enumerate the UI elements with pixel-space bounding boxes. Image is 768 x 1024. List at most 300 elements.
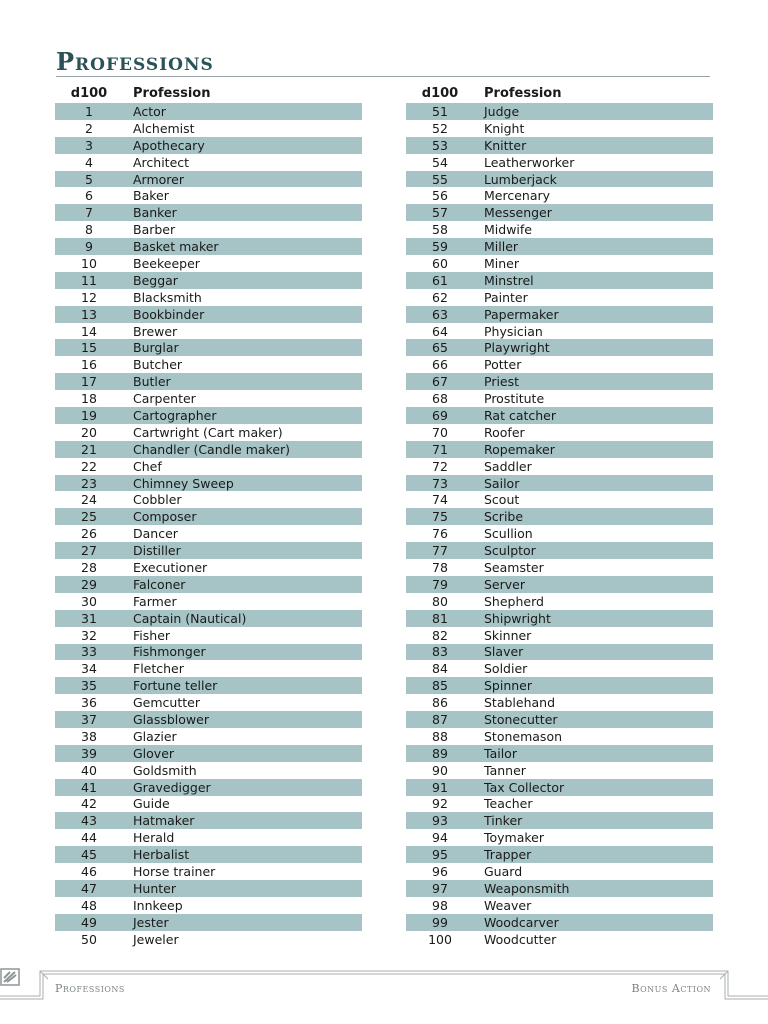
profession-name: Hunter xyxy=(133,880,176,896)
roll-number: 49 xyxy=(81,914,97,930)
roll-number: 24 xyxy=(81,492,97,508)
table-row xyxy=(406,323,713,340)
table-row xyxy=(406,204,713,221)
roll-number: 43 xyxy=(81,813,97,829)
profession-name: Fortune teller xyxy=(133,678,218,694)
table-row xyxy=(55,475,362,492)
roll-number: 30 xyxy=(81,593,97,609)
profession-name: Sculptor xyxy=(484,543,536,559)
roll-number: 55 xyxy=(432,171,448,187)
profession-name: Bookbinder xyxy=(133,306,205,322)
table-row xyxy=(55,390,362,407)
roll-number: 11 xyxy=(81,272,97,288)
profession-name: Woodcarver xyxy=(484,914,559,930)
roll-number: 28 xyxy=(81,559,97,575)
table-row xyxy=(406,745,713,762)
profession-name: Actor xyxy=(133,103,166,119)
profession-name: Shepherd xyxy=(484,593,544,609)
profession-name: Executioner xyxy=(133,559,208,575)
profession-name: Carpenter xyxy=(133,391,196,407)
profession-name: Glassblower xyxy=(133,712,209,727)
table-row xyxy=(406,272,713,289)
roll-number: 67 xyxy=(432,374,448,390)
profession-name: Architect xyxy=(133,154,190,170)
roll-number: 90 xyxy=(432,762,448,778)
table-row xyxy=(55,931,362,948)
profession-name: Cartographer xyxy=(133,407,217,423)
profession-name: Mercenary xyxy=(484,188,551,204)
roll-number: 48 xyxy=(81,897,97,913)
roll-number: 4 xyxy=(85,154,93,170)
roll-number: 12 xyxy=(81,289,97,305)
table-row xyxy=(55,846,362,863)
table-row xyxy=(406,660,713,677)
roll-number: 88 xyxy=(432,728,448,744)
profession-name: Guide xyxy=(133,796,170,812)
roll-number: 52 xyxy=(432,120,448,136)
table-row xyxy=(55,508,362,525)
profession-name: Rat catcher xyxy=(484,407,557,423)
header-profession: Profession xyxy=(484,86,562,101)
profession-table-left xyxy=(55,84,362,948)
table-row xyxy=(406,289,713,306)
roll-number: 21 xyxy=(81,441,97,457)
roll-number: 25 xyxy=(81,509,97,525)
table-row xyxy=(406,238,713,255)
profession-name: Priest xyxy=(484,374,520,390)
table-row xyxy=(406,762,713,779)
roll-number: 75 xyxy=(432,509,448,525)
roll-number: 10 xyxy=(81,255,97,271)
profession-name: Scout xyxy=(484,492,520,508)
roll-number: 17 xyxy=(81,374,97,390)
roll-number: 86 xyxy=(432,695,448,711)
roll-number: 27 xyxy=(81,543,97,559)
roll-number: 96 xyxy=(432,864,448,880)
profession-name: Guard xyxy=(484,864,523,880)
roll-number: 35 xyxy=(81,678,97,694)
roll-number: 82 xyxy=(432,627,448,643)
roll-number: 93 xyxy=(432,813,448,829)
table-row xyxy=(406,373,713,390)
roll-number: 94 xyxy=(432,830,448,846)
roll-number: 54 xyxy=(432,154,448,170)
roll-number: 22 xyxy=(81,458,97,474)
profession-name: Messenger xyxy=(484,205,552,221)
profession-name: Barber xyxy=(133,222,176,238)
roll-number: 68 xyxy=(432,391,448,407)
roll-number: 77 xyxy=(432,543,448,559)
profession-name: Potter xyxy=(484,357,522,373)
table-row xyxy=(55,812,362,829)
table-row xyxy=(55,272,362,289)
profession-name: Chandler (Candle maker) xyxy=(133,441,291,457)
profession-name: Cobbler xyxy=(133,492,182,508)
page-title: Professions xyxy=(56,47,214,76)
profession-name: Herbalist xyxy=(133,847,190,863)
profession-name: Butcher xyxy=(133,357,183,373)
table-row xyxy=(406,931,713,948)
profession-name: Weaponsmith xyxy=(484,880,570,896)
table-row xyxy=(406,559,713,576)
profession-name: Prostitute xyxy=(484,391,545,407)
roll-number: 65 xyxy=(432,340,448,356)
profession-name: Stablehand xyxy=(484,695,556,711)
roll-number: 41 xyxy=(81,779,97,795)
profession-name: Hatmaker xyxy=(133,813,195,829)
roll-number: 97 xyxy=(432,880,448,896)
table-row xyxy=(406,644,713,661)
footer-section-label: Professions xyxy=(55,982,125,995)
profession-name: Playwright xyxy=(484,340,550,356)
roll-number: 33 xyxy=(81,644,97,660)
roll-number: 29 xyxy=(81,576,97,592)
roll-number: 34 xyxy=(81,661,97,677)
roll-number: 83 xyxy=(432,644,448,660)
profession-name: Tax Collector xyxy=(484,779,565,795)
roll-number: 84 xyxy=(432,661,448,677)
profession-name: Spinner xyxy=(484,678,533,694)
profession-name: Lumberjack xyxy=(484,171,557,187)
profession-name: Toymaker xyxy=(484,830,545,846)
roll-number: 5 xyxy=(85,171,93,187)
table-row xyxy=(55,525,362,542)
roll-number: 51 xyxy=(432,103,448,119)
roll-number: 74 xyxy=(432,492,448,508)
profession-name: Glover xyxy=(133,745,175,761)
profession-name: Baker xyxy=(133,188,169,204)
roll-number: 71 xyxy=(432,441,448,457)
table-row xyxy=(55,610,362,627)
profession-name: Saddler xyxy=(484,458,532,474)
table-row xyxy=(55,576,362,593)
roll-number: 40 xyxy=(81,762,97,778)
profession-name: Stonecutter xyxy=(484,712,558,727)
profession-name: Distiller xyxy=(133,543,181,559)
profession-name: Herald xyxy=(133,830,175,846)
roll-number: 80 xyxy=(432,593,448,609)
roll-number: 89 xyxy=(432,745,448,761)
table-row xyxy=(406,356,713,373)
profession-name: Cartwright (Cart maker) xyxy=(133,424,283,440)
roll-number: 98 xyxy=(432,897,448,913)
table-row xyxy=(406,542,713,559)
table-header xyxy=(406,84,713,103)
profession-name: Armorer xyxy=(133,171,184,187)
table-row xyxy=(406,593,713,610)
roll-number: 91 xyxy=(432,779,448,795)
table-row xyxy=(55,863,362,880)
table-row xyxy=(406,796,713,813)
roll-number: 78 xyxy=(432,559,448,575)
table-row xyxy=(406,576,713,593)
profession-name: Scullion xyxy=(484,526,533,542)
roll-number: 37 xyxy=(81,712,97,727)
profession-name: Weaver xyxy=(484,897,532,913)
profession-name: Sailor xyxy=(484,475,520,491)
footer-border xyxy=(0,968,768,1024)
publisher-logo-icon xyxy=(0,968,20,986)
profession-name: Innkeep xyxy=(133,897,183,913)
profession-name: Tanner xyxy=(484,762,526,778)
profession-name: Falconer xyxy=(133,576,186,592)
roll-number: 100 xyxy=(428,931,452,947)
profession-name: Jester xyxy=(133,914,169,930)
roll-number: 36 xyxy=(81,695,97,711)
profession-name: Jeweler xyxy=(133,931,179,947)
profession-name: Trapper xyxy=(484,847,532,863)
profession-name: Papermaker xyxy=(484,306,559,322)
roll-number: 81 xyxy=(432,610,448,626)
table-row xyxy=(55,897,362,914)
table-row xyxy=(406,221,713,238)
table-row xyxy=(55,711,362,728)
profession-name: Horse trainer xyxy=(133,864,216,880)
profession-name: Tailor xyxy=(484,745,517,761)
profession-name: Physician xyxy=(484,323,543,339)
table-row xyxy=(406,846,713,863)
roll-number: 59 xyxy=(432,239,448,255)
table-row xyxy=(406,711,713,728)
roll-number: 7 xyxy=(85,205,93,221)
roll-number: 13 xyxy=(81,306,97,322)
profession-name: Ropemaker xyxy=(484,441,555,457)
roll-number: 42 xyxy=(81,796,97,812)
table-row xyxy=(406,525,713,542)
table-row xyxy=(55,441,362,458)
table-row xyxy=(406,407,713,424)
roll-number: 23 xyxy=(81,475,97,491)
profession-name: Butler xyxy=(133,374,171,390)
roll-number: 53 xyxy=(432,137,448,153)
profession-name: Dancer xyxy=(133,526,178,542)
roll-number: 70 xyxy=(432,424,448,440)
table-row xyxy=(55,458,362,475)
table-row xyxy=(55,323,362,340)
roll-number: 16 xyxy=(81,357,97,373)
table-row xyxy=(55,559,362,576)
table-row xyxy=(406,863,713,880)
roll-number: 56 xyxy=(432,188,448,204)
roll-number: 14 xyxy=(81,323,97,339)
roll-number: 47 xyxy=(81,880,97,896)
roll-number: 19 xyxy=(81,407,97,423)
table-row xyxy=(406,610,713,627)
profession-name: Stonemason xyxy=(484,728,563,744)
roll-number: 18 xyxy=(81,391,97,407)
profession-name: Goldsmith xyxy=(133,762,197,778)
table-row xyxy=(55,542,362,559)
header-profession: Profession xyxy=(133,86,211,101)
roll-number: 57 xyxy=(432,205,448,221)
profession-name: Knight xyxy=(484,120,525,136)
profession-name: Basket maker xyxy=(133,239,219,255)
profession-name: Alchemist xyxy=(133,120,195,136)
table-row xyxy=(406,880,713,897)
profession-name: Roofer xyxy=(484,424,525,440)
roll-number: 9 xyxy=(85,239,93,255)
profession-name: Judge xyxy=(484,103,520,119)
profession-name: Knitter xyxy=(484,137,527,153)
table-row xyxy=(406,390,713,407)
roll-number: 63 xyxy=(432,306,448,322)
profession-name: Skinner xyxy=(484,627,532,643)
profession-name: Burglar xyxy=(133,340,179,356)
roll-number: 20 xyxy=(81,424,97,440)
table-row xyxy=(55,407,362,424)
profession-name: Miller xyxy=(484,239,519,255)
profession-name: Composer xyxy=(133,509,197,525)
page-footer xyxy=(0,968,768,1024)
roll-number: 62 xyxy=(432,289,448,305)
table-row xyxy=(55,154,362,171)
roll-number: 8 xyxy=(85,222,93,238)
profession-name: Gravedigger xyxy=(133,779,211,795)
roll-number: 32 xyxy=(81,627,97,643)
roll-number: 69 xyxy=(432,407,448,423)
profession-name: Woodcutter xyxy=(484,931,557,947)
profession-name: Blacksmith xyxy=(133,289,202,305)
table-row xyxy=(406,508,713,525)
profession-name: Chimney Sweep xyxy=(133,475,234,491)
profession-name: Chef xyxy=(133,458,162,474)
profession-name: Miner xyxy=(484,255,520,271)
table-row xyxy=(55,779,362,796)
title-divider xyxy=(56,76,710,77)
roll-number: 26 xyxy=(81,526,97,542)
table-row xyxy=(55,289,362,306)
table-row xyxy=(406,475,713,492)
roll-number: 60 xyxy=(432,255,448,271)
roll-number: 99 xyxy=(432,914,448,930)
table-row xyxy=(406,171,713,188)
table-row xyxy=(55,728,362,745)
table-row xyxy=(55,694,362,711)
profession-name: Banker xyxy=(133,205,177,221)
table-row xyxy=(55,745,362,762)
table-row xyxy=(55,644,362,661)
table-row xyxy=(406,120,713,137)
roll-number: 1 xyxy=(85,103,93,119)
table-row xyxy=(55,373,362,390)
table-row xyxy=(55,221,362,238)
table-row xyxy=(406,694,713,711)
table-row xyxy=(55,339,362,356)
profession-name: Glazier xyxy=(133,728,177,744)
table-row xyxy=(55,120,362,137)
roll-number: 3 xyxy=(85,137,93,153)
table-row xyxy=(55,914,362,931)
table-row xyxy=(406,306,713,323)
table-row xyxy=(55,204,362,221)
roll-number: 64 xyxy=(432,323,448,339)
roll-number: 38 xyxy=(81,728,97,744)
profession-name: Farmer xyxy=(133,593,177,609)
roll-number: 50 xyxy=(81,931,97,947)
profession-name: Brewer xyxy=(133,323,178,339)
profession-name: Fishmonger xyxy=(133,644,206,660)
roll-number: 46 xyxy=(81,864,97,880)
table-row xyxy=(55,593,362,610)
profession-name: Fletcher xyxy=(133,661,184,677)
table-header xyxy=(55,84,362,103)
table-row xyxy=(406,339,713,356)
table-row xyxy=(55,103,362,120)
table-row xyxy=(406,103,713,120)
profession-name: Gemcutter xyxy=(133,695,200,711)
roll-number: 61 xyxy=(432,272,448,288)
table-row xyxy=(55,137,362,154)
roll-number: 58 xyxy=(432,222,448,238)
table-row xyxy=(406,441,713,458)
table-row xyxy=(55,677,362,694)
table-row xyxy=(55,238,362,255)
table-row xyxy=(55,356,362,373)
table-row xyxy=(55,306,362,323)
table-row xyxy=(55,424,362,441)
profession-name: Soldier xyxy=(484,661,528,677)
table-row xyxy=(406,187,713,204)
roll-number: 85 xyxy=(432,678,448,694)
roll-number: 2 xyxy=(85,120,93,136)
table-row xyxy=(406,491,713,508)
profession-name: Minstrel xyxy=(484,272,534,288)
table-row xyxy=(55,255,362,272)
table-row xyxy=(55,880,362,897)
roll-number: 72 xyxy=(432,458,448,474)
roll-number: 76 xyxy=(432,526,448,542)
profession-name: Shipwright xyxy=(484,610,551,626)
roll-number: 6 xyxy=(85,188,93,204)
roll-number: 73 xyxy=(432,475,448,491)
table-row xyxy=(55,491,362,508)
profession-name: Slaver xyxy=(484,644,524,660)
table-row xyxy=(406,627,713,644)
table-row xyxy=(406,154,713,171)
profession-name: Captain (Nautical) xyxy=(133,610,247,626)
roll-number: 15 xyxy=(81,340,97,356)
profession-name: Fisher xyxy=(133,627,171,643)
roll-number: 39 xyxy=(81,745,97,761)
table-row xyxy=(406,779,713,796)
footer-book-label: Bonus Action xyxy=(631,982,711,995)
table-row xyxy=(55,829,362,846)
table-row xyxy=(406,728,713,745)
profession-name: Tinker xyxy=(484,813,523,829)
roll-number: 95 xyxy=(432,847,448,863)
profession-name: Midwife xyxy=(484,222,532,238)
table-row xyxy=(406,897,713,914)
table-row xyxy=(55,796,362,813)
table-row xyxy=(406,458,713,475)
header-d100: d100 xyxy=(70,86,108,101)
table-row xyxy=(55,762,362,779)
roll-number: 92 xyxy=(432,796,448,812)
roll-number: 44 xyxy=(81,830,97,846)
profession-name: Beggar xyxy=(133,272,178,288)
profession-name: Server xyxy=(484,576,525,592)
profession-name: Leatherworker xyxy=(484,154,575,170)
roll-number: 31 xyxy=(81,610,97,626)
profession-name: Beekeeper xyxy=(133,255,200,271)
table-row xyxy=(55,187,362,204)
profession-name: Scribe xyxy=(484,509,524,525)
table-row xyxy=(406,677,713,694)
roll-number: 79 xyxy=(432,576,448,592)
profession-table-right xyxy=(406,84,713,948)
roll-number: 45 xyxy=(81,847,97,863)
table-row xyxy=(406,812,713,829)
